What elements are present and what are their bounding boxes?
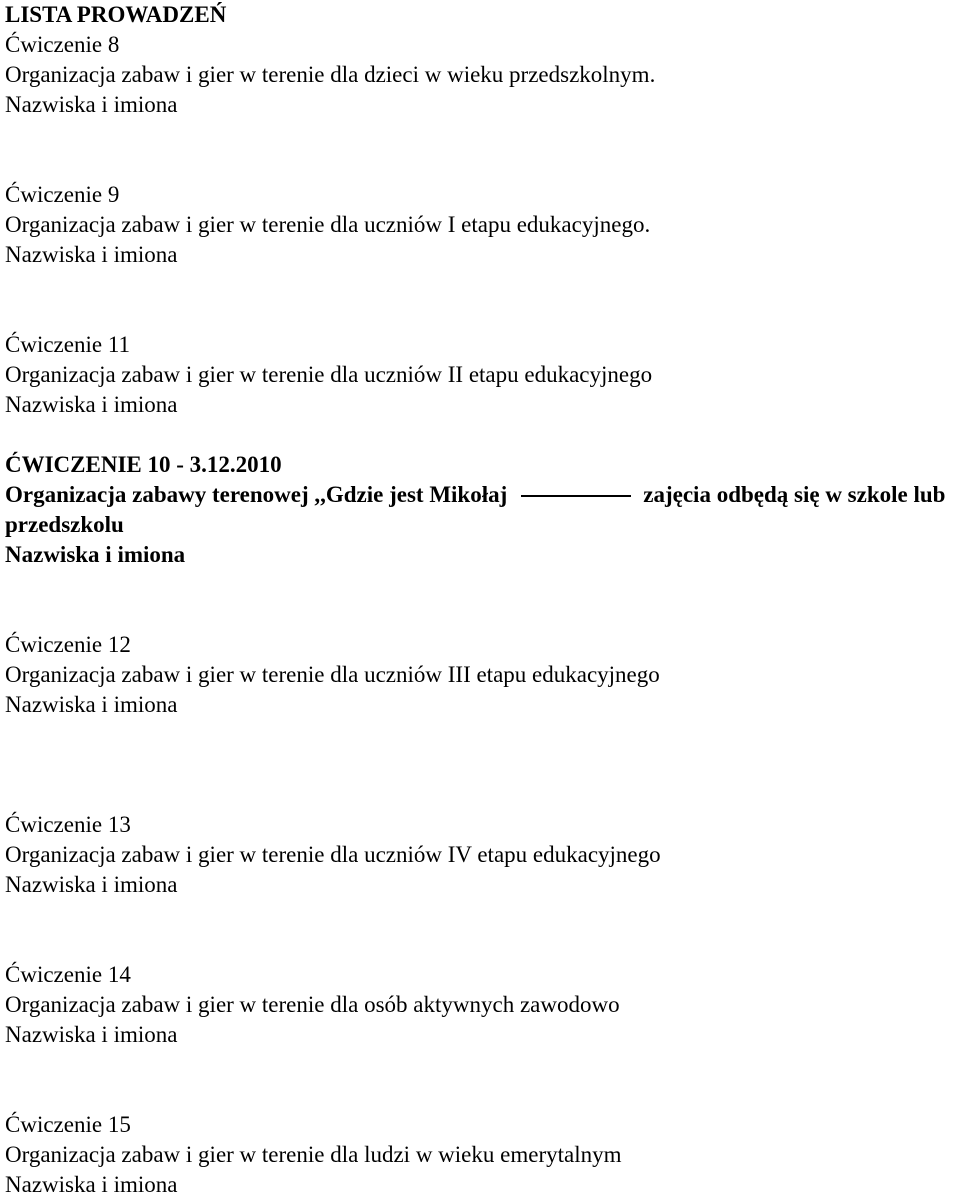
spacer [5,720,960,780]
names-label: Nazwiska i imiona [5,92,178,117]
spacer [5,570,960,630]
exercise-description: Organizacja zabaw i gier w terenie dla uczniów II etapu edukacyjnego [5,362,653,387]
exercise-description-part2: zajęcia odbędą się w szkole lub [643,482,946,507]
spacer [5,420,960,450]
names-label: Nazwiska i imiona [5,242,178,267]
exercise-heading: ĆWICZENIE 10 - 3.12.2010 [5,452,282,477]
exercise-heading: Ćwiczenie 9 [5,182,120,207]
names-label: Nazwiska i imiona [5,1022,178,1047]
exercise-heading: Ćwiczenie 13 [5,812,131,837]
exercise-description-part1: Organizacja zabawy terenowej ,,Gdzie jest Mikołaj [5,482,508,507]
exercise-block [5,330,960,420]
exercise-heading: Ćwiczenie 8 [5,32,120,57]
spacer [5,1050,960,1110]
exercise-description: Organizacja zabaw i gier w terenie dla uczniów IV etapu edukacyjnego [5,842,661,867]
spacer [5,780,960,810]
exercise-block [5,810,960,900]
dash-line [521,495,631,497]
exercise-description: Organizacja zabaw i gier w terenie dla dzieci w wieku przedszkolnym. [5,62,656,87]
exercise-description: Organizacja zabaw i gier w terenie dla uczniów III etapu edukacyjnego [5,662,660,687]
exercise-heading: Ćwiczenie 14 [5,962,131,987]
exercise-block [5,180,960,270]
exercise-block [5,960,960,1050]
exercise-block-highlighted [5,450,960,570]
exercise-description: Organizacja zabaw i gier w terenie dla osób aktywnych zawodowo [5,992,620,1017]
exercise-description: Organizacja zabaw i gier w terenie dla ludzi w wieku emerytalnym [5,1142,622,1167]
names-label: Nazwiska i imiona [5,1172,178,1197]
exercise-description [5,480,960,510]
spacer [5,270,960,330]
document-title: LISTA PROWADZEŃ [5,2,227,27]
spacer [5,900,960,960]
exercise-description: Organizacja zabaw i gier w terenie dla uczniów I etapu edukacyjnego. [5,212,651,237]
names-label: Nazwiska i imiona [5,872,178,897]
names-label: Nazwiska i imiona [5,392,178,417]
exercise-heading: Ćwiczenie 15 [5,1112,131,1137]
names-label: Nazwiska i imiona [5,692,178,717]
document-page [5,0,960,1200]
exercise-block [5,1110,960,1200]
exercise-block [5,30,960,120]
names-label: Nazwiska i imiona [5,542,186,567]
exercise-block [5,630,960,720]
spacer [5,120,960,180]
exercise-description-continued: przedszkolu [5,512,124,537]
exercise-heading: Ćwiczenie 12 [5,632,131,657]
exercise-heading: Ćwiczenie 11 [5,332,130,357]
